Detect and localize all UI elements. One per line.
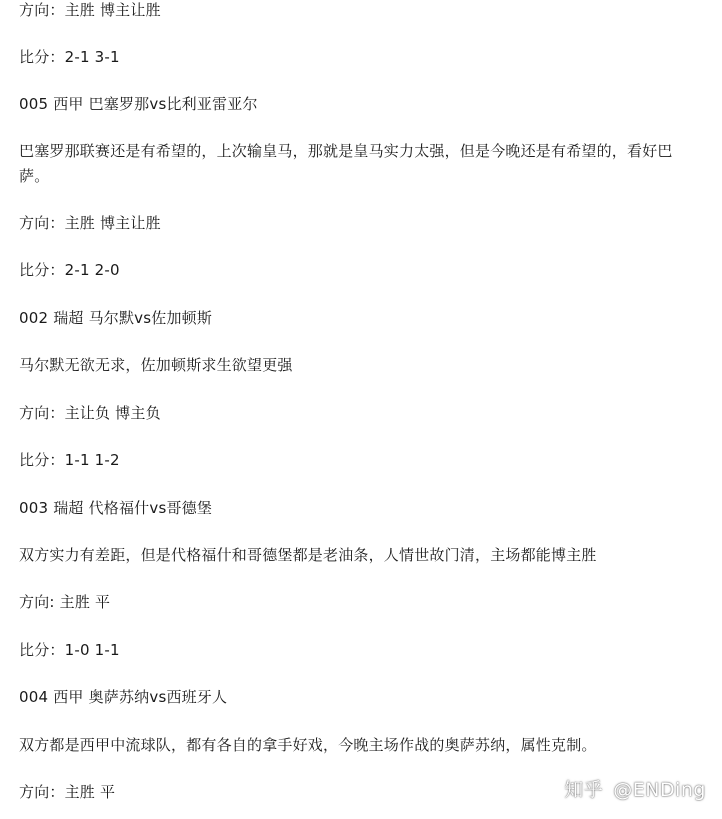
prediction-direction: 方向：主胜 博主让胜: [19, 1, 161, 19]
prediction-score: 比分：2-1 2-0: [19, 261, 120, 279]
prediction-score: 比分：1-1 1-2: [19, 451, 120, 469]
match-title: 004 西甲 奥萨苏纳vs西班牙人: [19, 688, 228, 706]
match-title: 005 西甲 巴塞罗那vs比利亚雷亚尔: [19, 95, 258, 113]
match-analysis: 双方都是西甲中流球队，都有各自的拿手好戏，今晚主场作战的奥萨苏纳，属性克制。: [19, 736, 597, 754]
prediction-score: 比分：1-0 1-1: [19, 641, 120, 659]
match-title: 003 瑞超 代格福什vs哥德堡: [19, 499, 213, 517]
match-analysis: 双方实力有差距，但是代格福什和哥德堡都是老油条，人情世故门清，主场都能博主胜: [19, 546, 597, 564]
prediction-direction: 方向：主让负 博主负: [19, 404, 161, 422]
watermark-author: @ENDing: [613, 779, 706, 801]
match-title: 002 瑞超 马尔默vs佐加顿斯: [19, 309, 213, 327]
match-analysis: 巴塞罗那联赛还是有希望的，上次输皇马，那就是皇马实力太强，但是今晚还是有希望的，看好巴萨。: [19, 142, 673, 185]
watermark-site: 知乎: [564, 779, 604, 801]
prediction-score: 比分：2-1 3-1: [19, 48, 120, 66]
zhihu-watermark: [564, 775, 706, 802]
prediction-direction: 方向: 主胜 平: [19, 593, 111, 611]
prediction-direction: 方向：主胜 平: [19, 783, 116, 801]
match-analysis: 马尔默无欲无求，佐加顿斯求生欲望更强: [19, 356, 293, 374]
prediction-direction: 方向：主胜 博主让胜: [19, 214, 161, 232]
